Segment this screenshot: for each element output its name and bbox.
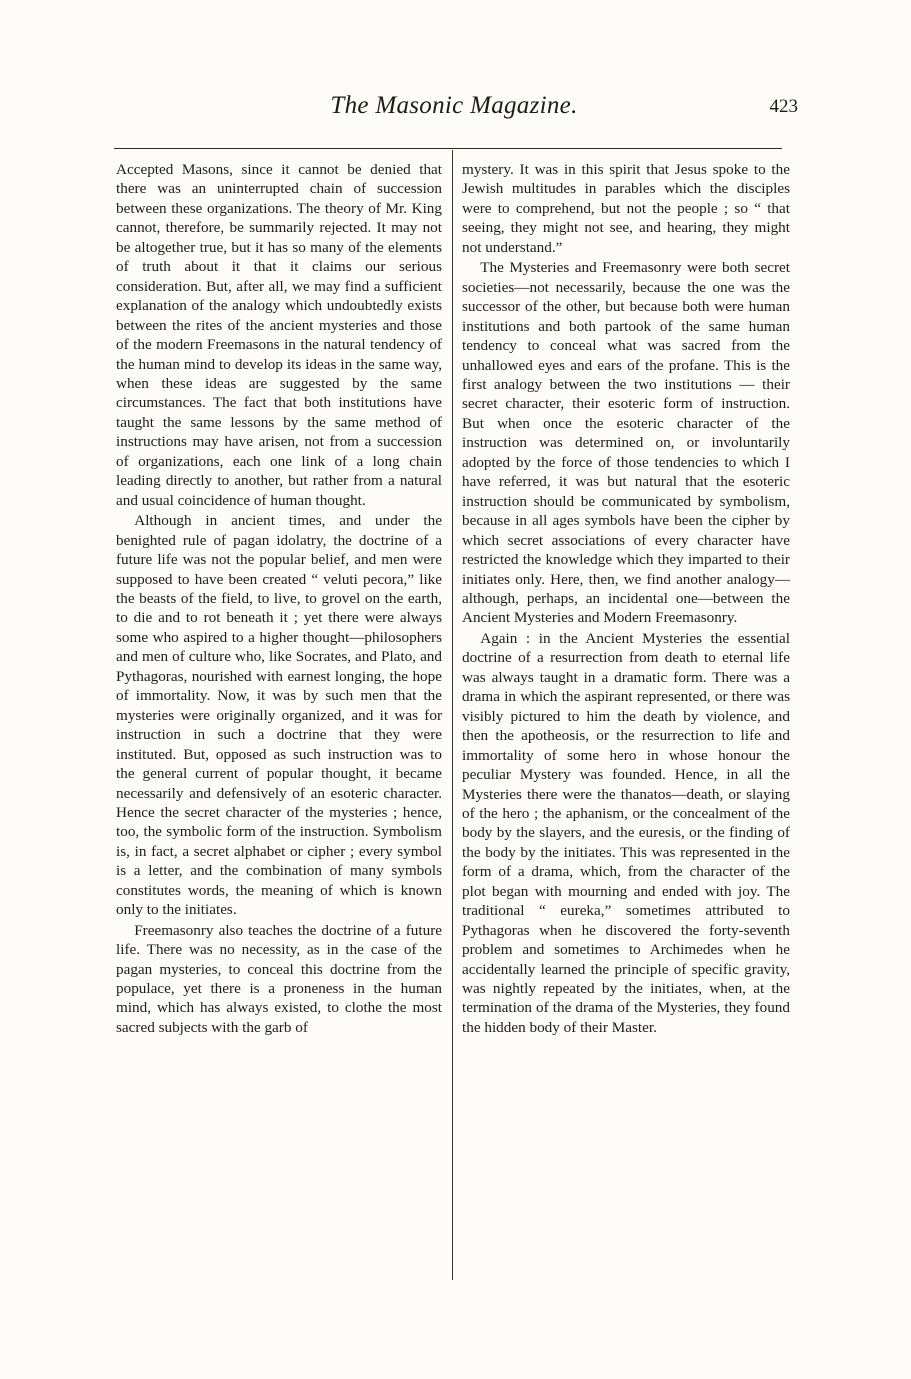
paragraph: The Mysteries and Freemasonry were both secret societies—not necessarily, because the one was the successor of the other, but because both were human institutions and both partook of the same human tendency to conceal what was sacred from the unhallowed eyes and ears of the profane. This is the first analogy between the two institutions — their secret character, their esoteric form of instruction. But when once the esoteric character of the instruction was determined on, or involuntarily adopted by the force of those tendencies to which I have referred, it was but natural that the esoteric instruction should be communicated by symbolism, because in all ages symbols have been the cipher by which secret associations of every character have restricted the knowledge which they imparted to their initiates only. Here, then, we find another analogy—although, perhaps, an incidental one—between the Ancient Mysteries and Modern Freemasonry. xyxy=(462,259,790,627)
paragraph: Again : in the Ancient Mysteries the essential doctrine of a resurrection from death to eternal life was always taught in a dramatic form. There was a drama in which the aspirant represented, or there was visibly pictured to him the death by violence, and then the apotheosis, or the resurrection to life and immortality of some hero in whose honour the peculiar Mystery was founded. Hence, in all the Mysteries there were the thanatos—death, or slaying of the hero ; the aphanism, or the concealment of the body by the slayers, and the euresis, or the finding of the body by the initiates. This was represented in the form of a drama, which, from the character of the plot began with mourning and ended with joy. The traditional “ eureka,” sometimes attributed to Pythagoras when he discovered the forty-seventh problem and sometimes to Archimedes when he accidentally learned the principle of specific gravity, was nightly repeated by the initiates, when, at the termination of the drama of the Mysteries, they found the hidden body of their Master. xyxy=(462,629,790,1036)
column-divider xyxy=(452,150,453,1280)
left-column xyxy=(116,160,442,1037)
page-number: 423 xyxy=(769,96,798,117)
running-title: The Masonic Magazine. xyxy=(330,92,578,119)
header-rule xyxy=(114,148,782,149)
paragraph: Accepted Masons, since it cannot be denied that there was an uninterrupted chain of succession between these organizations. The theory of Mr. King cannot, therefore, be summarily rejected. It may not be altogether true, but it has so many of the elements of truth about it that it claims our serious consideration. But, after all, we may find a sufficient explanation of the analogy which undoubtedly exists between the rites of the ancient mysteries and those of the modern Freemasons in the natural tendency of the human mind to develop its ideas in the same way, when these ideas are suggested by the same circumstances. The fact that both institutions have taught the same lessons by the same method of instructions may have arisen, not from a succession of organizations, each one link of a long chain leading directly to another, but rather from a natural and usual coincidence of human thought. xyxy=(116,161,442,509)
page-header xyxy=(110,92,798,132)
paragraph: Freemasonry also teaches the doctrine of a future life. There was no necessity, as in the case of the pagan mysteries, to conceal this doctrine from the populace, yet there is a proneness in the human mind, which has always existed, to clothe the most sacred subjects with the garb of xyxy=(116,921,442,1036)
right-column xyxy=(462,160,790,1037)
paragraph: mystery. It was in this spirit that Jesus spoke to the Jewish multitudes in parables which the disciples were to comprehend, but not the people ; so “ that seeing, they might not see, and hearing, they might not understand.” xyxy=(462,161,790,256)
paragraph: Although in ancient times, and under the benighted rule of pagan idolatry, the doctrine of a future life was not the popular belief, and men were supposed to have been created “ veluti pecora,” like the beasts of the field, to live, to grovel on the earth, to die and to rot beneath it ; yet there were always some who aspired to a higher thought—philosophers and men of culture who, like Socrates, and Plato, and Pythagoras, nourished with earnest longing, the hope of immortality. Now, it was by such men that the mysteries were originally organized, and it was for instruction in such a doctrine that they were instituted. But, opposed as such instruction was to the general current of popular thought, it became necessarily and defensively of an esoteric character. Hence the secret character of the mysteries ; hence, too, the symbolic form of the instruction. Symbolism is, in fact, a secret alphabet or cipher ; every symbol is a letter, and the combination of many symbols constitutes words, the meaning of which is known only to the initiates. xyxy=(116,512,442,919)
